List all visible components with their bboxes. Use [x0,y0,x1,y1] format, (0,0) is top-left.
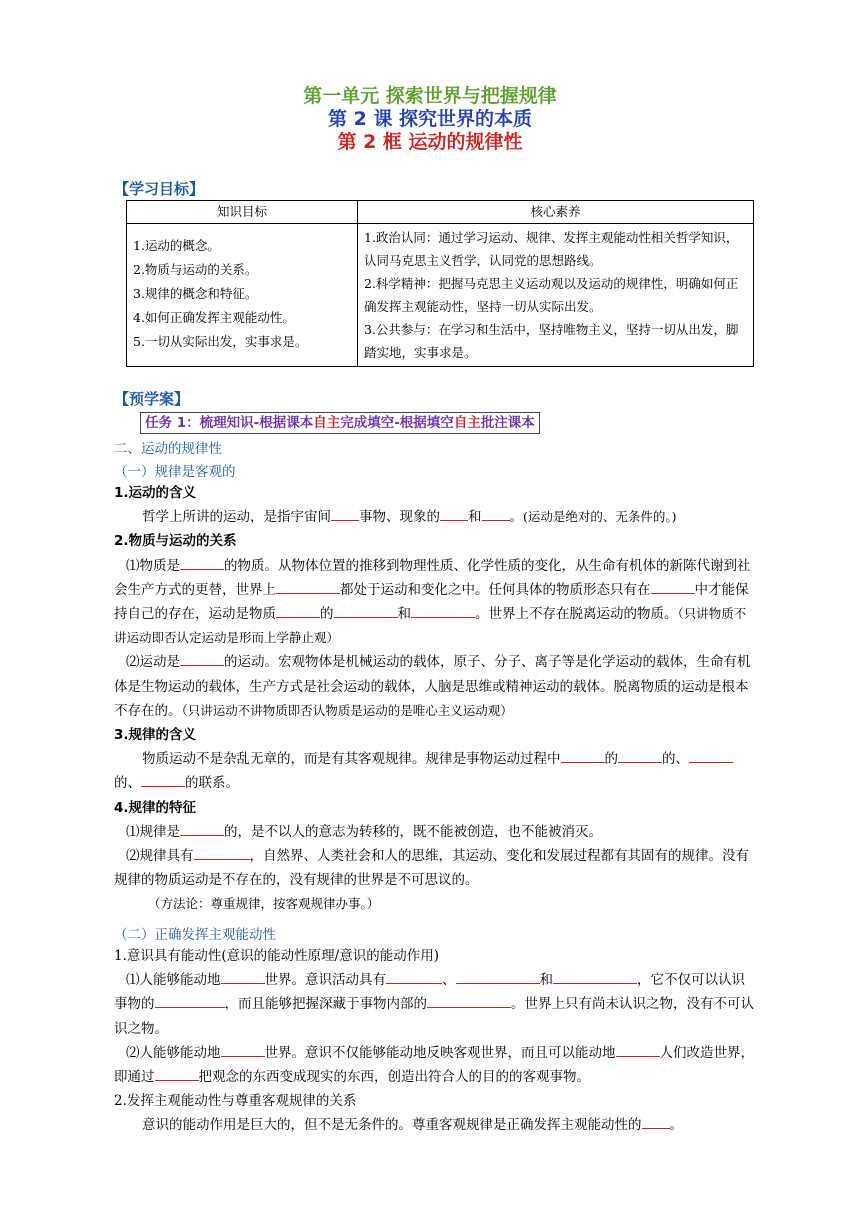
fill-blank[interactable] [411,603,475,618]
core-item: 3.公共参与：在学习和生活中，坚持唯物主义，坚持一切从出发，脚踏实地，实事求是。 [364,322,739,360]
unit-title: 第一单元 探索世界与把握规律 [303,85,557,107]
task-highlight: 自主 [453,415,481,431]
item-heading: 1.运动的含义 [114,485,197,501]
content-block-2 [114,944,754,1138]
fill-blank[interactable] [440,506,468,521]
section-heading: 二、运动的规律性 [114,441,222,457]
paragraph: ⑵规律具有 ，自然界、人类社会和人的思维，其运动、变化和发展过程都有其固有的规律。没有规律的物质运动是不存在的，没有规律的世界是不可思议的。 [114,844,754,892]
paragraph: 哲学上所讲的运动，是指宇宙间 事物、现象的 和 。(运动是绝对的、无条件的。) [114,505,754,529]
frame-title: 第 2 框 运动的规律性 [337,131,523,153]
paragraph: ⑴物质是 的物质。从物体位置的推移到物理性质、化学性质的变化，从生命有机体的新陈代谢到社会生产方式的更替，世界上 都处于运动和变化之中。任何具体的物质形态只有在 中才能保持自己的存在，运动是物质 的 和 。世界上不存在脱离运动的物质。（只讲物质不讲运动即否认定运动是形而上学静止观） [114,554,754,651]
learning-goals-table [126,200,754,367]
core-literacy-cell [358,224,754,367]
subsection-heading: （一）规律是客观的 [114,464,236,480]
knowledge-goal-header: 知识目标 [127,201,358,224]
fill-blank[interactable] [427,993,511,1008]
fill-blank[interactable] [221,1042,265,1057]
knowledge-item: 1.运动的概念。 [133,238,220,253]
task-highlight: 自主 [313,415,341,431]
method-note: （方法论：尊重规律，按客观规律办事。） [148,896,380,912]
knowledge-item: 5.一切从实际出发，实事求是。 [133,334,308,349]
content-block-1 [114,481,754,917]
item-heading: 4.规律的特征 [114,799,197,816]
fill-blank[interactable] [331,506,359,521]
fill-blank[interactable] [553,969,637,984]
fill-blank[interactable] [180,651,224,666]
fill-blank[interactable] [180,821,224,836]
task-text: 任务 1：梳理知识-根据课本 [145,415,314,431]
paragraph: 意识的能动作用是巨大的，但不是无条件的。尊重客观规律是正确发挥主观能动性的 。 [114,1113,754,1137]
knowledge-item: 4.如何正确发挥主观能动性。 [133,310,295,325]
knowledge-goal-cell [127,224,358,367]
fill-blank[interactable] [155,1066,199,1081]
paragraph: ⑵运动是 的运动。宏观物体是机械运动的载体，原子、分子、离子等是化学运动的载体，生命有机体是生物运动的载体，生产方式是社会运动的载体，人脑是思维或精神运动的载体。脱离物质的运动是根本不存在的。（只讲运动不讲物质即否认物质是运动的是唯心主义运动观） [114,650,754,723]
fill-blank[interactable] [689,748,733,763]
fill-blank[interactable] [194,845,250,860]
fill-blank[interactable] [618,748,662,763]
paragraph: ⑵人能够能动地 世界。意识不仅能够能动地反映客观世界，而且可以能动地 人们改造世界，即通过 把观念的东西变成现实的东西，创造出符合人的目的的客观事物。 [114,1041,754,1089]
item-heading: 2.物质与运动的关系 [114,533,237,550]
fill-blank[interactable] [155,993,225,1008]
fill-blank[interactable] [276,603,320,618]
preview-heading: 【预学案】 [114,390,190,408]
task-banner [140,412,540,434]
fill-blank[interactable] [221,969,265,984]
fill-blank[interactable] [276,579,340,594]
item-heading: 1.意识具有能动性(意识的能动性原理/意识的能动作用) [114,948,439,964]
subsection-heading: （二）正确发挥主观能动性 [114,927,276,943]
knowledge-item: 3.规律的概念和特征。 [133,286,258,301]
fill-blank[interactable] [386,969,442,984]
core-literacy-header: 核心素养 [358,201,754,224]
fill-blank[interactable] [642,1114,670,1129]
knowledge-item: 2.物质与运动的关系。 [133,262,258,277]
paragraph: ⑴规律是 的，是不以人的意志为转移的，既不能被创造，也不能被消灭。 [114,820,754,844]
paragraph: ⑴人能够能动地 世界。意识活动具有 、 和 ，它不仅可以认识事物的 ，而且能够把握深藏于事物内部的 。世界上只有尚未认识之物，没有不可认识之物。 [114,968,754,1041]
fill-blank[interactable] [561,748,605,763]
item-heading: 2.发挥主观能动性与尊重客观规律的关系 [114,1093,357,1110]
fill-blank[interactable] [141,772,185,787]
fill-blank[interactable] [456,969,540,984]
fill-blank[interactable] [616,1042,660,1057]
task-text: 完成填空-根据填空 [340,415,454,431]
learning-goals-heading: 【学习目标】 [114,180,205,198]
paragraph: 物质运动不是杂乱无章的，而是有其客观规律。规律是事物运动过程中 的 的、的、 的联系。 [114,747,754,795]
task-text: 批注课本 [480,415,535,431]
fill-blank[interactable] [180,555,224,570]
fill-blank[interactable] [651,579,695,594]
fill-blank[interactable] [334,603,398,618]
item-heading: 3.规律的含义 [114,727,197,744]
core-item: 2.科学精神：把握马克思主义运动观以及运动的规律性，明确如何正确发挥主观能动性，坚持一切从实际出发。 [364,276,739,314]
fill-blank[interactable] [482,506,510,521]
lesson-title: 第 2 课 探究世界的本质 [327,108,533,130]
core-item: 1.政治认同：通过学习运动、规律、发挥主观能动性相关哲学知识，认同马克思主义哲学，认同党的思想路线。 [364,230,739,268]
